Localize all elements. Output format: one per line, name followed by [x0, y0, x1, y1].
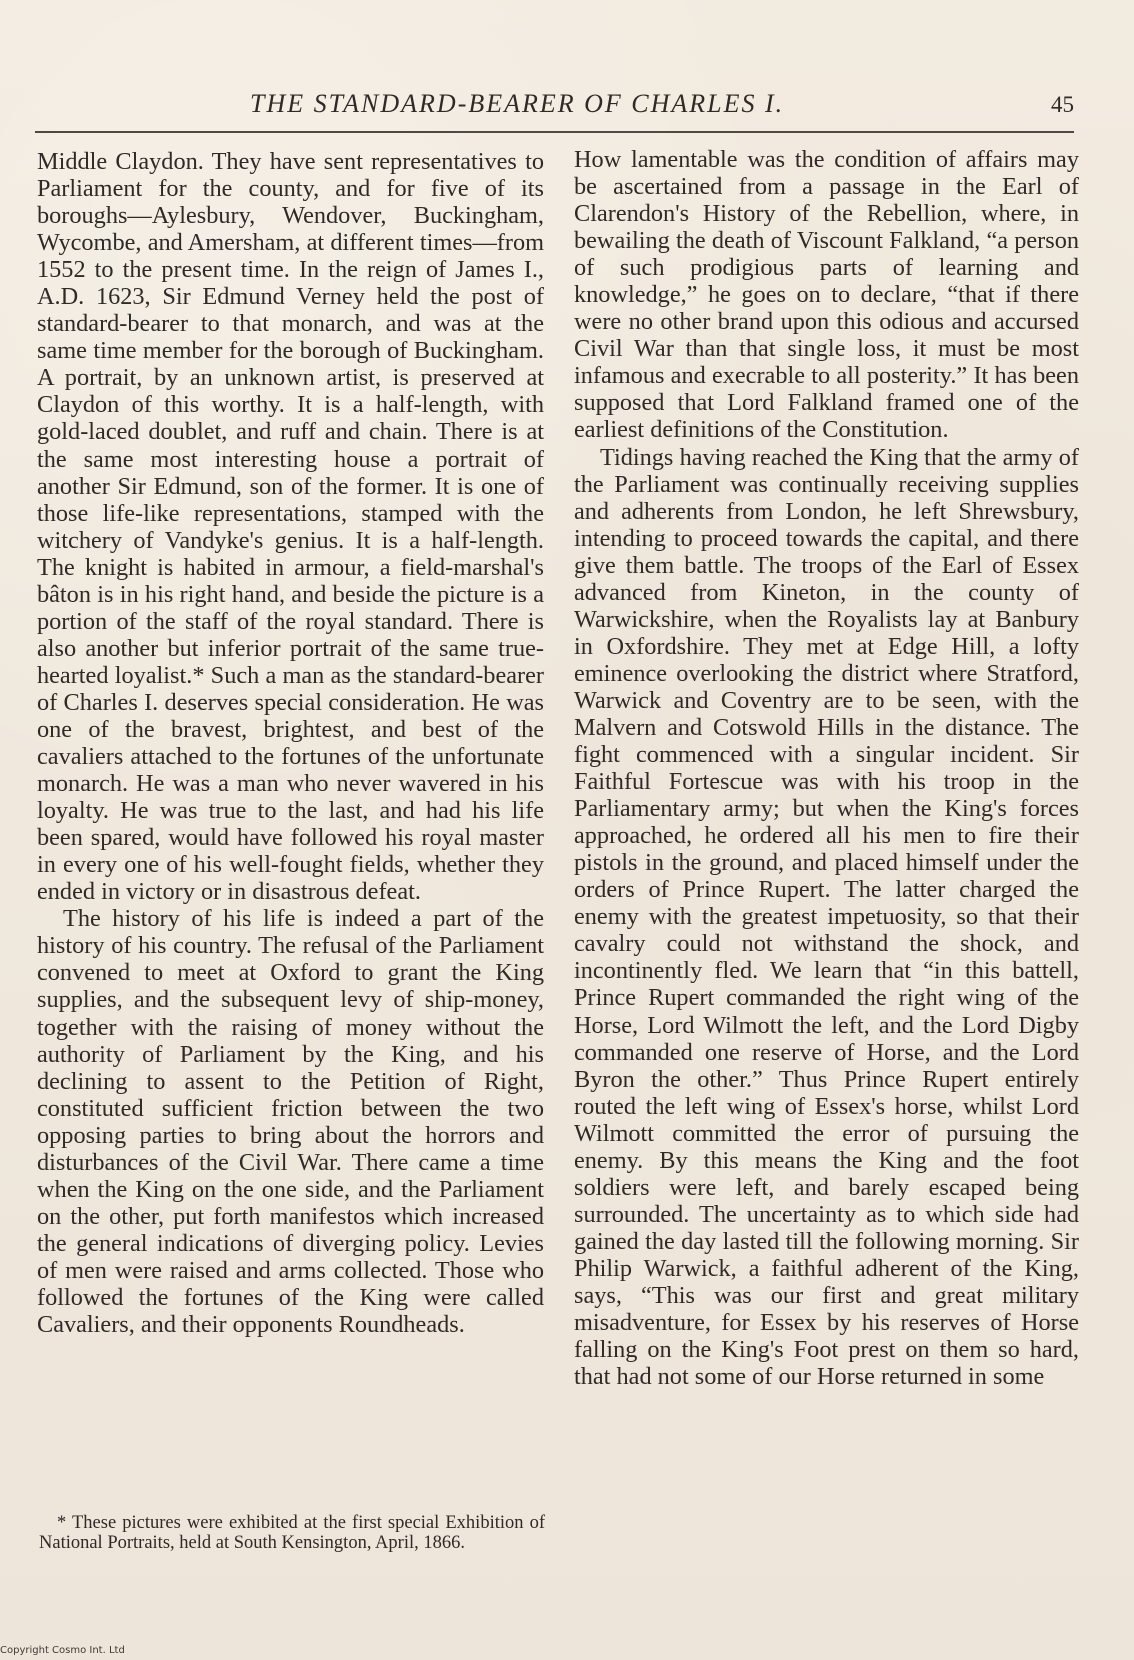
- left-paragraph-2: The history of his life is indeed a part of the history of his country. The refusal of the Parliament convened to meet at Oxford to grant the King supplies, and the subsequent levy of ship-money, together with the raising of money without the authority of Parliament by the King, and his declining to assent to the Petition of Right, constituted sufficient friction between the two opposing parties to bring about the horrors and disturbances of the Civil War. There came a time when the King on the one side, and the Parliament on the other, put forth manifestos which increased the general indications of diverging policy. Levies of men were raised and arms collected. Those who followed the fortunes of the King were called Cavaliers, and their opponents Roundheads.: [37, 905, 544, 1339]
- left-column: [37, 148, 544, 1338]
- right-paragraph-1: How lamentable was the condition of affairs may be ascertained from a passage in the Earl of Clarendon's History of the Rebellion, where, in bewailing the death of Viscount Falkland, “a person of such prodigious parts of learning and knowledge,” he goes on to declare, “that if there were no other brand upon this odious and accursed Civil War than that single loss, it must be most infamous and execrable to all posterity.” It has been supposed that Lord Falkland framed one of the earliest definitions of the Constitution.: [574, 146, 1079, 444]
- left-paragraph-1: Middle Claydon. They have sent representatives to Parliament for the county, and for five of its boroughs—Aylesbury, Wendover, Buckingham, Wycombe, and Amersham, at different times—from 1552 to the present time. In the reign of James I., A.D. 1623, Sir Edmund Verney held the post of standard-bearer to that monarch, and was at the same time member for the borough of Buckingham. A portrait, by an unknown artist, is preserved at Claydon of this worthy. It is a half-length, with gold-laced doublet, and ruff and chain. There is at the same most interesting house a portrait of another Sir Edmund, son of the former. It is one of those life-like representations, stamped with the witchery of Vandyke's genius. It is a half-length. The knight is habited in armour, a field-marshal's bâton is in his right hand, and beside the picture is a portion of the staff of the royal standard. There is also another but inferior portrait of the same true-hearted loyalist.* Such a man as the standard-bearer of Charles I. deserves special consideration. He was one of the bravest, brightest, and best of the cavaliers attached to the fortunes of the unfortunate monarch. He was a man who never wavered in his loyalty. He was true to the last, and had his life been spared, would have followed his royal master in every one of his well-fought fields, whether they ended in victory or in disastrous defeat.: [37, 148, 544, 906]
- right-paragraph-2: Tidings having reached the King that the army of the Parliament was continually receiving supplies and adherents from London, he left Shrewsbury, intending to proceed towards the capital, and there give them battle. The troops of the Earl of Essex advanced from Kineton, in the county of Warwickshire, when the Royalists lay at Banbury in Oxfordshire. They met at Edge Hill, a lofty eminence overlooking the district where Stratford, Warwick and Coventry are to be seen, with the Malvern and Cotswold Hills in the distance. The fight commenced with a singular incident. Sir Faithful Fortescue was with his troop in the Parliamentary army; but when the King's forces approached, he ordered all his men to fire their pistols in the ground, and placed himself under the orders of Prince Rupert. The latter charged the enemy with the greatest impetuosity, so that their cavalry could not withstand the shock, and incontinently fled. We learn that “in this battell, Prince Rupert commanded the right wing of the Horse, Lord Wilmott the left, and the Lord Digby commanded one reserve of Horse, and the Lord Byron the other.” Thus Prince Rupert entirely routed the left wing of Essex's horse, whilst Lord Wilmott committed the error of pursuing the enemy. By this means the King and the foot soldiers were left, and barely escaped being surrounded. The uncertainty as to which side had gained the day lasted till the following morning. Sir Philip Warwick, a faithful adherent of the King, says, “This was our first and great military misadventure, for Essex by his reserves of Horse falling on the King's Foot prest on them so hard, that had not some of our Horse returned in some: [574, 443, 1079, 1391]
- page-number: 45: [1051, 92, 1074, 117]
- right-column: [574, 146, 1079, 1390]
- copyright-watermark: Copyright Cosmo Int. Ltd: [0, 1645, 125, 1656]
- running-title: THE STANDARD-BEARER OF CHARLES I.: [250, 89, 785, 118]
- page-header: [35, 89, 1074, 133]
- footnote: * These pictures were exhibited at the first special Exhibition of National Portraits, held at South Kensington, April, 1866.: [39, 1513, 545, 1553]
